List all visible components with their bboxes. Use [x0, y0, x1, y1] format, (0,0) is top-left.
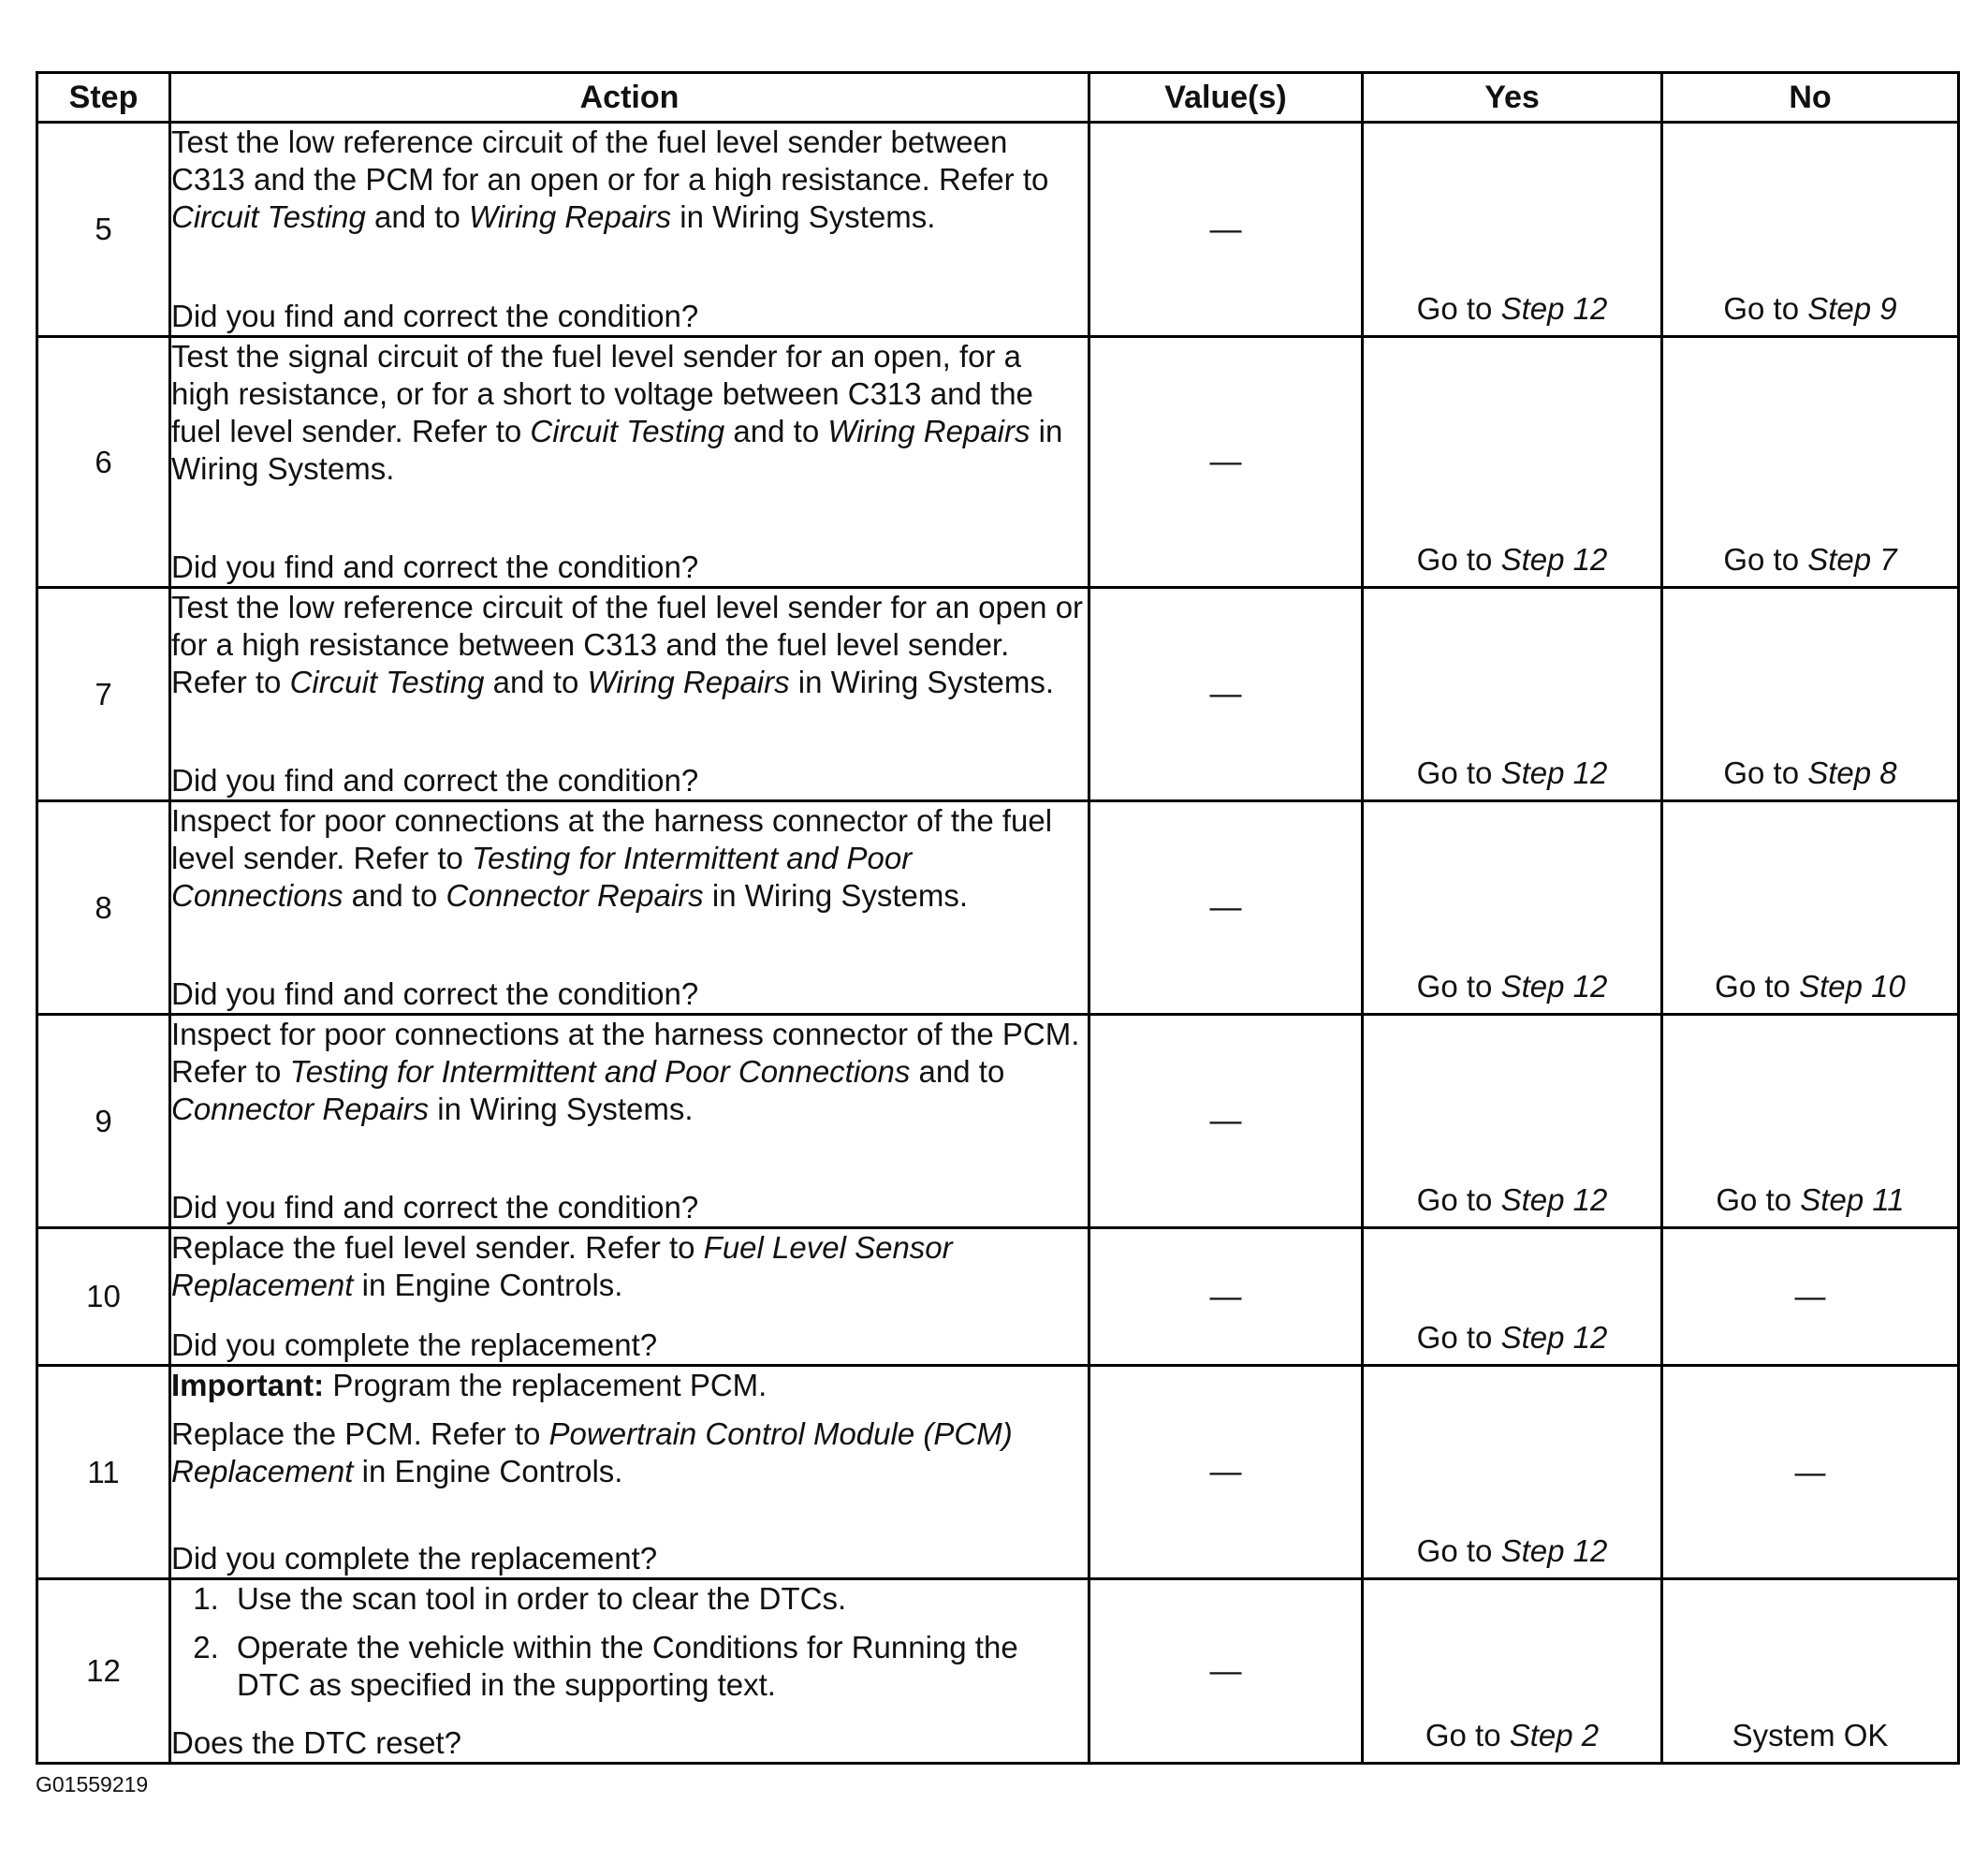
- instruction-segment: Inspect for poor connections at the harness connector of the fuel level sender. Refer to: [171, 803, 1053, 875]
- step-reference: Step 10: [1799, 969, 1906, 1004]
- important-label: Important:: [171, 1368, 325, 1402]
- yes-cell: [1363, 801, 1662, 1015]
- reference-link-text: Wiring Repairs: [587, 665, 790, 699]
- action-instructions: [171, 1580, 1088, 1715]
- value-cell: —: [1089, 801, 1363, 1015]
- question-text: Did you find and correct the condition?: [171, 1190, 699, 1224]
- reference-link-text: Testing for Intermittent and Poor Connections: [289, 1054, 911, 1089]
- yes-outcome: [1364, 541, 1660, 579]
- step-number: 6: [37, 337, 170, 588]
- instruction-segment: in Wiring Systems.: [671, 199, 936, 234]
- instruction-text: [171, 802, 1088, 915]
- header-step: Step: [37, 73, 170, 123]
- header-values: Value(s): [1089, 73, 1363, 123]
- instruction-segment: Replace the fuel level sender. Refer to: [171, 1230, 704, 1265]
- action-instructions: [171, 338, 1088, 488]
- step-number: 5: [37, 123, 170, 337]
- yes-outcome: [1364, 1319, 1660, 1356]
- no-outcome: [1663, 541, 1957, 579]
- action-content: [171, 1016, 1088, 1226]
- no-outcome: [1663, 755, 1957, 792]
- reference-link-text: Connector Repairs: [171, 1092, 430, 1126]
- step-number: 12: [37, 1579, 170, 1764]
- action-instructions: [171, 1367, 1088, 1490]
- reference-link-text: Testing for Intermittent and Poor Connections: [171, 841, 913, 913]
- header-row: [37, 73, 1959, 123]
- reference-link-text: Circuit Testing: [289, 665, 485, 699]
- yes-cell: [1363, 1579, 1662, 1764]
- question-text: Does the DTC reset?: [171, 1725, 461, 1760]
- yes-outcome: [1364, 968, 1660, 1005]
- table-row: [37, 801, 1959, 1015]
- instruction-segment: in Engine Controls.: [353, 1454, 623, 1488]
- action-content: [171, 1580, 1088, 1762]
- reference-link-text: Wiring Repairs: [827, 414, 1031, 448]
- instruction-segment: in Wiring Systems.: [429, 1092, 694, 1126]
- instruction-segment: in Engine Controls.: [353, 1268, 623, 1302]
- procedure-list: [171, 1580, 1088, 1704]
- step-reference: Step 12: [1500, 1182, 1608, 1217]
- no-cell: [1662, 1015, 1959, 1228]
- yes-cell: [1363, 123, 1662, 337]
- value-cell: —: [1089, 1228, 1363, 1366]
- question-text: Did you complete the replacement?: [171, 1327, 658, 1362]
- instruction-segment: in Wiring Systems.: [789, 665, 1055, 699]
- step-reference: Step 11: [1800, 1182, 1905, 1217]
- value-cell: —: [1089, 123, 1363, 337]
- action-content: [171, 338, 1088, 586]
- instruction-segment: in Wiring Systems.: [703, 878, 969, 913]
- action-cell: [170, 337, 1089, 588]
- reference-link-text: Wiring Repairs: [468, 199, 672, 234]
- instruction-segment: Replace the PCM. Refer to: [171, 1416, 549, 1451]
- step-number: 10: [37, 1228, 170, 1366]
- instruction-segment: and to: [724, 414, 828, 448]
- table-row: [37, 1228, 1959, 1366]
- procedure-list-item: 1. Use the scan tool in order to clear the DTCs.: [227, 1580, 1088, 1618]
- no-cell: [1662, 123, 1959, 337]
- reference-link-text: Fuel Level Sensor Replacement: [171, 1230, 953, 1302]
- action-instructions: [171, 1016, 1088, 1128]
- step-reference: Step 12: [1500, 969, 1608, 1004]
- question-text: Did you complete the replacement?: [171, 1541, 658, 1576]
- go-to-label: Go to: [1723, 291, 1800, 326]
- instruction-segment: and to: [365, 199, 469, 234]
- go-to-label: Go to: [1416, 755, 1493, 790]
- action-instructions: [171, 124, 1088, 236]
- value-cell: —: [1089, 1579, 1363, 1764]
- no-cell: [1662, 588, 1959, 801]
- step-reference: Step 12: [1500, 755, 1608, 790]
- question-text: Did you find and correct the condition?: [171, 550, 699, 584]
- instruction-text: [171, 1415, 1088, 1490]
- step-reference: Step 12: [1500, 291, 1608, 326]
- diagnostic-table: [36, 71, 1960, 1765]
- step-reference: Step 12: [1500, 542, 1608, 577]
- instruction-segment: and to: [484, 665, 588, 699]
- go-to-label: Go to: [1416, 542, 1493, 577]
- table-body: [37, 123, 1959, 1764]
- table-row: [37, 1366, 1959, 1579]
- go-to-label: Go to: [1716, 1182, 1792, 1217]
- action-content: [171, 589, 1088, 799]
- go-to-label: Go to: [1715, 969, 1791, 1004]
- no-cell: [1662, 1228, 1959, 1366]
- go-to-label: Go to: [1416, 1320, 1493, 1355]
- yes-cell: [1363, 1015, 1662, 1228]
- go-to-label: Go to: [1425, 1718, 1501, 1752]
- reference-link-text: Powertrain Control Module (PCM) Replacement: [171, 1416, 1013, 1488]
- action-cell: [170, 1366, 1089, 1579]
- step-reference: Step 8: [1807, 755, 1897, 790]
- action-cell: [170, 123, 1089, 337]
- no-value-dash: —: [1794, 1279, 1826, 1313]
- step-number: 11: [37, 1366, 170, 1579]
- step-number: 7: [37, 588, 170, 801]
- step-reference: Step 12: [1500, 1320, 1608, 1355]
- yes-outcome: [1364, 755, 1660, 792]
- no-value-dash: —: [1794, 1454, 1826, 1489]
- instruction-text: [171, 1016, 1088, 1128]
- action-cell: [170, 801, 1089, 1015]
- no-outcome: [1663, 290, 1957, 328]
- step-reference: Step 7: [1807, 542, 1897, 577]
- step-number: 8: [37, 801, 170, 1015]
- value-cell: —: [1089, 337, 1363, 588]
- no-cell: [1662, 337, 1959, 588]
- yes-outcome: [1364, 1532, 1660, 1570]
- yes-cell: [1363, 588, 1662, 801]
- yes-cell: [1363, 337, 1662, 588]
- step-reference: Step 2: [1509, 1718, 1600, 1752]
- instruction-text: [171, 124, 1088, 236]
- go-to-label: Go to: [1723, 542, 1800, 577]
- action-content: [171, 1229, 1088, 1364]
- header-yes: Yes: [1363, 73, 1662, 123]
- procedure-list-item: 2. Operate the vehicle within the Conditions for Running the DTC as specified in the supporting text.: [227, 1629, 1088, 1704]
- action-cell: [170, 588, 1089, 801]
- go-to-label: Go to: [1723, 755, 1800, 790]
- question-text: Did you find and correct the condition?: [171, 763, 699, 798]
- instruction-segment: Test the low reference circuit of the fuel level sender between C313 and the PCM for an open or for a high resistance. Refer to: [171, 125, 1049, 197]
- yes-cell: [1363, 1228, 1662, 1366]
- instruction-segment: in Wiring Systems.: [171, 414, 1063, 486]
- action-content: [171, 124, 1088, 335]
- figure-id: G01559219: [36, 1772, 149, 1796]
- table-row: [37, 1579, 1959, 1764]
- instruction-text: [171, 338, 1088, 488]
- yes-cell: [1363, 1366, 1662, 1579]
- action-cell: [170, 1015, 1089, 1228]
- value-cell: —: [1089, 1015, 1363, 1228]
- action-instructions: [171, 1229, 1088, 1304]
- table-row: [37, 337, 1959, 588]
- instruction-segment: and to: [343, 878, 446, 913]
- go-to-label: Go to: [1416, 291, 1493, 326]
- table-row: [37, 588, 1959, 801]
- no-cell: [1662, 1366, 1959, 1579]
- instruction-segment: Test the signal circuit of the fuel level sender for an open, for a high resistance, or for a short to voltage between C313 and the fuel level sender. Refer to: [171, 339, 1033, 448]
- action-content: [171, 1367, 1088, 1577]
- action-instructions: [171, 802, 1088, 915]
- value-cell: —: [1089, 588, 1363, 801]
- go-to-label: Go to: [1416, 969, 1493, 1004]
- instruction-segment: Test the low reference circuit of the fuel level sender for an open or for a high resistance between C313 and the fuel level sender. Refer to: [171, 590, 1084, 699]
- no-cell: [1662, 801, 1959, 1015]
- yes-outcome: [1364, 1181, 1660, 1219]
- reference-link-text: Connector Repairs: [446, 878, 704, 913]
- question-text: Did you find and correct the condition?: [171, 299, 699, 333]
- action-instructions: [171, 589, 1088, 701]
- value-cell: —: [1089, 1366, 1363, 1579]
- go-to-label: Go to: [1416, 1182, 1493, 1217]
- instruction-text: [171, 589, 1088, 701]
- instruction-text: [171, 1229, 1088, 1304]
- table-row: [37, 1015, 1959, 1228]
- action-cell: [170, 1228, 1089, 1366]
- instruction-segment: Inspect for poor connections at the harness connector of the PCM. Refer to: [171, 1017, 1080, 1089]
- action-cell: [170, 1579, 1089, 1764]
- step-number: 9: [37, 1015, 170, 1228]
- table-row: [37, 123, 1959, 337]
- step-reference: Step 12: [1500, 1533, 1608, 1568]
- go-to-label: Go to: [1416, 1533, 1493, 1568]
- header-action: Action: [170, 73, 1089, 123]
- no-outcome-text: System OK: [1732, 1718, 1889, 1752]
- step-reference: Step 9: [1807, 291, 1897, 326]
- header-no: No: [1662, 73, 1959, 123]
- no-outcome: [1663, 968, 1957, 1005]
- yes-outcome: [1364, 1717, 1660, 1754]
- reference-link-text: Circuit Testing: [530, 414, 725, 448]
- instruction-segment: and to: [910, 1054, 1005, 1089]
- important-note: [171, 1367, 1088, 1404]
- important-text: Program the replacement PCM.: [324, 1368, 767, 1402]
- question-text: Did you find and correct the condition?: [171, 976, 699, 1011]
- reference-link-text: Circuit Testing: [171, 199, 366, 234]
- no-outcome: [1663, 1181, 1957, 1219]
- action-content: [171, 802, 1088, 1013]
- yes-outcome: [1364, 290, 1660, 328]
- no-cell: [1662, 1579, 1959, 1764]
